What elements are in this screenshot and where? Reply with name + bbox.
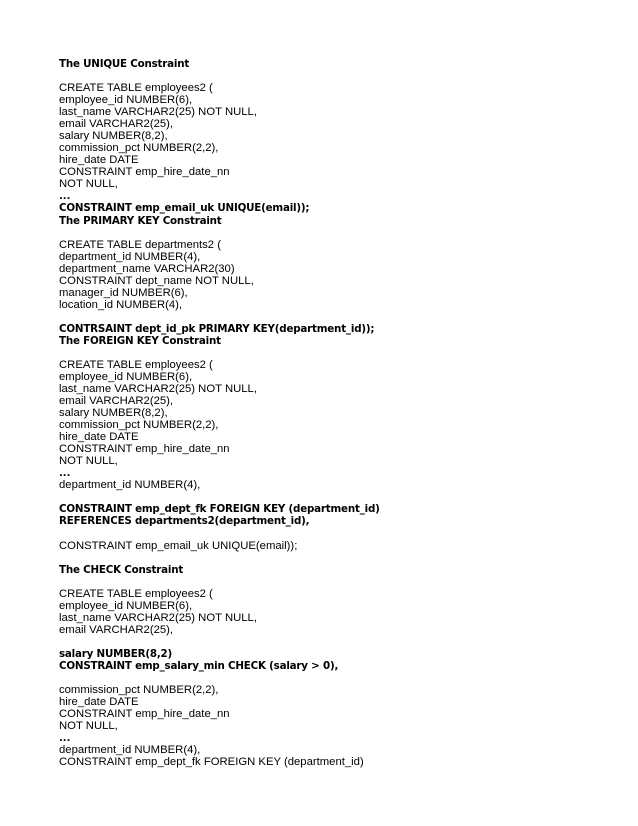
sql-code-line: CONSTRAINT emp_hire_date_nn bbox=[59, 166, 230, 179]
blank-line bbox=[59, 347, 619, 359]
section-heading-primary-key: The PRIMARY KEY Constraint bbox=[59, 214, 222, 227]
section-heading-foreign-key: The FOREIGN KEY Constraint bbox=[59, 334, 221, 347]
sql-code-line: CONSTRAINT emp_hire_date_nn bbox=[59, 443, 230, 456]
sql-code-line: CONSTRAINT emp_hire_date_nn bbox=[59, 707, 230, 720]
document-page bbox=[59, 58, 619, 768]
ellipsis: ... bbox=[59, 191, 71, 203]
sql-code-line: CREATE TABLE departments2 ( bbox=[59, 238, 221, 251]
sql-constraint-line: REFERENCES departments2(department_id), bbox=[59, 515, 310, 528]
sql-code-line: commission_pct NUMBER(2,2), bbox=[59, 683, 219, 696]
blank-line bbox=[59, 70, 619, 82]
blank-line bbox=[59, 311, 619, 323]
sql-code-line: employee_id NUMBER(6), bbox=[59, 599, 193, 612]
sql-constraint-line: CONTRSAINT dept_id_pk PRIMARY KEY(department_id)); bbox=[59, 322, 375, 335]
sql-code-line: last_name VARCHAR2(25) NOT NULL, bbox=[59, 611, 257, 624]
sql-code-line: CONSTRAINT dept_name NOT NULL, bbox=[59, 274, 254, 287]
sql-code-line: NOT NULL, bbox=[59, 178, 118, 191]
sql-code-line: location_id NUMBER(4), bbox=[59, 298, 183, 311]
sql-code-line: NOT NULL, bbox=[59, 455, 118, 468]
sql-code-line: commission_pct NUMBER(2,2), bbox=[59, 419, 219, 432]
sql-code-line: CONSTRAINT emp_email_uk UNIQUE(email)); bbox=[59, 539, 298, 552]
sql-code-line: hire_date DATE bbox=[59, 431, 139, 444]
sql-code-line: department_name VARCHAR2(30) bbox=[59, 262, 235, 275]
ellipsis: ... bbox=[59, 733, 71, 745]
sql-code-line: hire_date DATE bbox=[59, 695, 139, 708]
blank-line bbox=[59, 227, 619, 239]
section-heading-check: The CHECK Constraint bbox=[59, 563, 184, 576]
sql-constraint-line: CONSTRAINT emp_email_uk UNIQUE(email)); bbox=[59, 202, 310, 215]
sql-constraint-line: CONSTRAINT emp_dept_fk FOREIGN KEY (department_id) bbox=[59, 503, 380, 516]
sql-code-line: CREATE TABLE employees2 ( bbox=[59, 358, 213, 371]
blank-line bbox=[59, 576, 619, 588]
sql-code-line: hire_date DATE bbox=[59, 154, 139, 167]
blank-line bbox=[59, 672, 619, 684]
sql-code-line: CREATE TABLE employees2 ( bbox=[59, 587, 213, 600]
blank-line bbox=[59, 528, 619, 540]
sql-code-line: last_name VARCHAR2(25) NOT NULL, bbox=[59, 106, 257, 119]
sql-code-line: department_id NUMBER(4), bbox=[59, 250, 201, 263]
sql-constraint-line: CONSTRAINT emp_salary_min CHECK (salary > 0), bbox=[59, 659, 339, 672]
sql-code-line: CREATE TABLE employees2 ( bbox=[59, 82, 213, 95]
sql-code-line: commission_pct NUMBER(2,2), bbox=[59, 142, 219, 155]
sql-code-line: manager_id NUMBER(6), bbox=[59, 286, 188, 299]
sql-code-line: email VARCHAR2(25), bbox=[59, 623, 174, 636]
blank-line bbox=[59, 552, 619, 564]
sql-constraint-line: salary NUMBER(8,2) bbox=[59, 647, 173, 660]
sql-code-line: department_id NUMBER(4), bbox=[59, 479, 201, 492]
section-heading-unique: The UNIQUE Constraint bbox=[59, 58, 190, 70]
sql-code-line: email VARCHAR2(25), bbox=[59, 395, 174, 408]
sql-code-line: NOT NULL, bbox=[59, 720, 118, 733]
ellipsis: ... bbox=[59, 468, 71, 480]
sql-code-line: employee_id NUMBER(6), bbox=[59, 370, 193, 383]
sql-code-line: salary NUMBER(8,2), bbox=[59, 130, 168, 143]
sql-code-line: CONSTRAINT emp_dept_fk FOREIGN KEY (department_id) bbox=[59, 756, 364, 769]
sql-code-line: department_id NUMBER(4), bbox=[59, 744, 201, 757]
blank-line bbox=[59, 491, 619, 503]
blank-line bbox=[59, 636, 619, 648]
sql-code-line: last_name VARCHAR2(25) NOT NULL, bbox=[59, 383, 257, 396]
sql-code-line: employee_id NUMBER(6), bbox=[59, 94, 193, 107]
sql-code-line: email VARCHAR2(25), bbox=[59, 118, 174, 131]
sql-code-line: salary NUMBER(8,2), bbox=[59, 407, 168, 420]
